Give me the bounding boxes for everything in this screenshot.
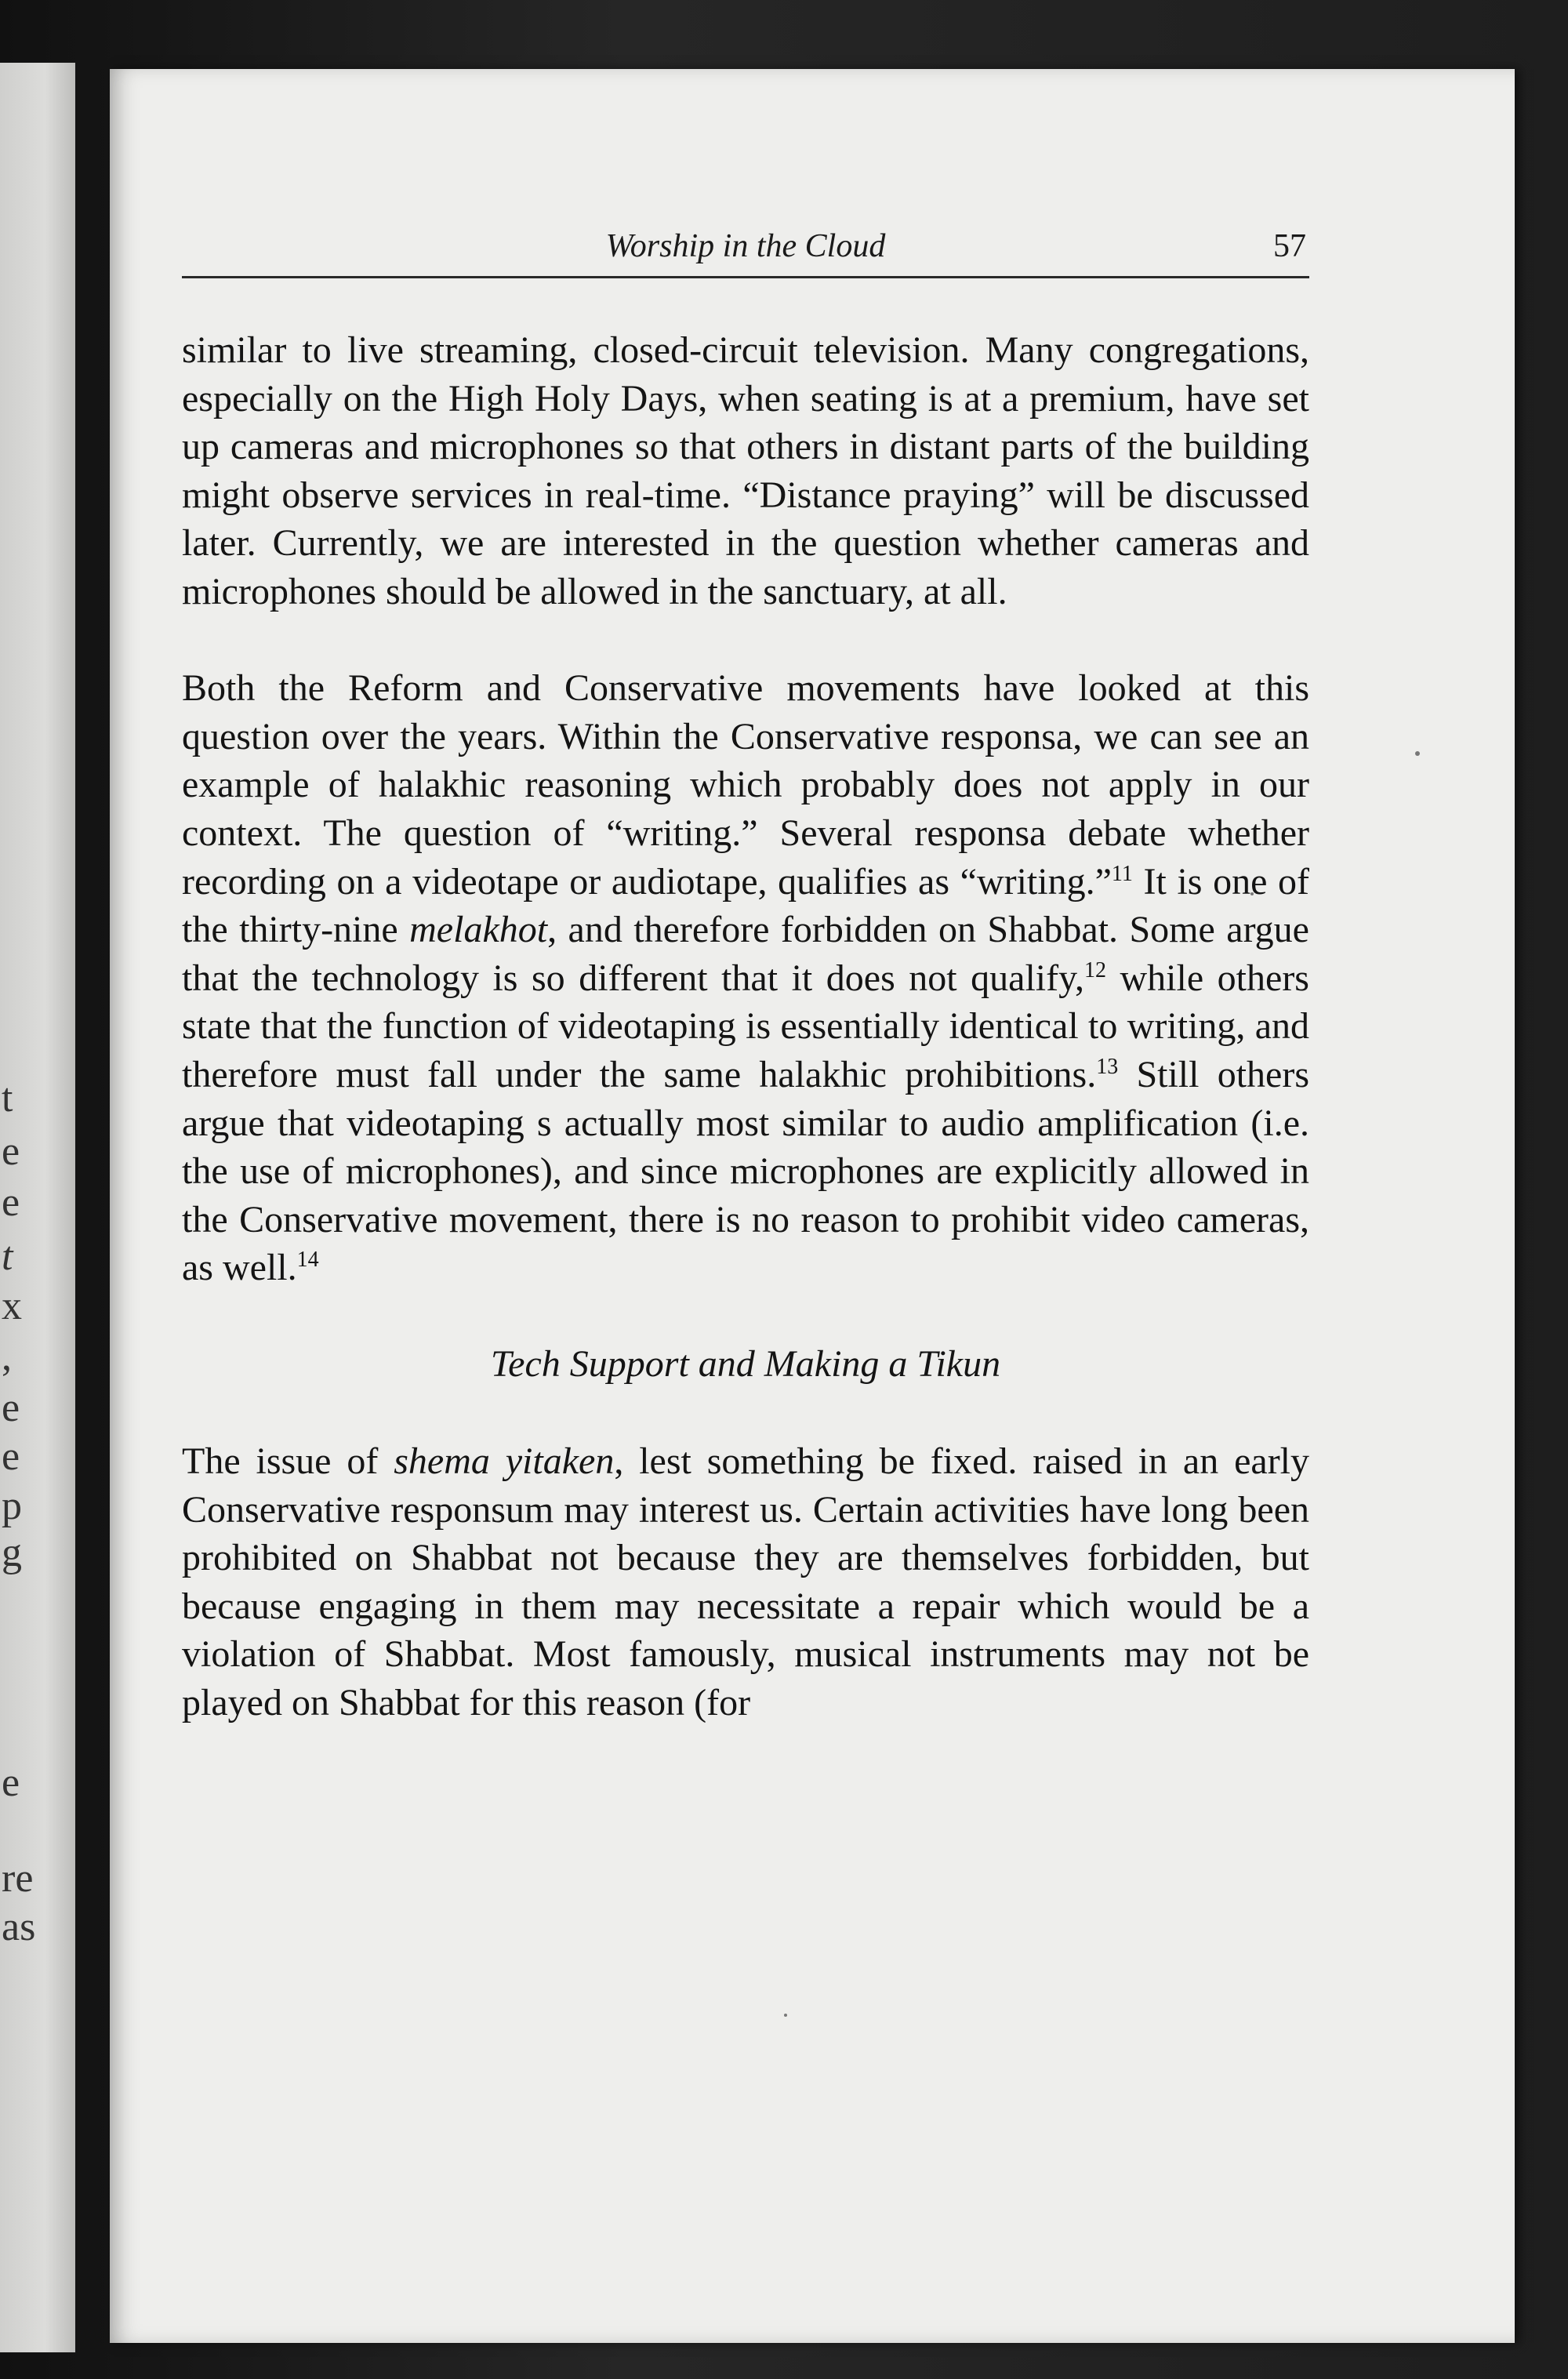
facing-page-fragment: p	[2, 1484, 22, 1528]
page-number: 57	[1273, 228, 1306, 264]
paper-speck	[784, 2014, 787, 2017]
facing-page-fragment: e	[2, 1386, 20, 1430]
paragraph-3-text: The issue of	[182, 1440, 394, 1483]
facing-page-fragment: t	[2, 1234, 13, 1279]
footnote-ref-14: 14	[296, 1248, 319, 1273]
running-title: Worship in the Cloud	[605, 228, 886, 264]
term-shema-yitaken: shema yitaken	[394, 1440, 615, 1483]
book-page	[110, 69, 1515, 2343]
paragraph-1: similar to live streaming, closed-circuit television. Many congregations, especially on the High Holy Days, when seating is at a premium, have set up cameras and microphones so that others in distant parts of the building might observe services in real-time. “Distance praying” will be discussed later. Currently, we are interested in the question whether cameras and microphones should be allowed in the sanctuary, at all.	[182, 329, 1309, 612]
facing-page-fragment: x	[2, 1284, 22, 1328]
term-melakhot: melakhot	[409, 909, 548, 951]
paper-speck	[1415, 751, 1420, 756]
facing-page-fragment: e	[2, 1129, 20, 1174]
footnote-ref-12: 12	[1084, 957, 1106, 982]
paragraph-2	[182, 664, 1309, 1292]
facing-page-fragment: as	[2, 1905, 36, 1949]
footnote-ref-11: 11	[1111, 861, 1133, 886]
paragraph-3-text: , lest something be fixed. raised in an early Conservative responsum may interest us. Certain activities have long been prohibited on Shabbat not because they are themselves forbidden, but because engaging in them may necessitate a repair which would be a violation of Shabbat. Most famously, musical instruments may not be played on Shabbat for this reason (for	[182, 1440, 1310, 1724]
paragraph-2-text: Both the Reform and Conservative movements have looked at this question over the years. Within the Conservative responsa, we can see an example of halakhic reasoning which probably does not apply in our context. The question of “writing.” Several responsa debate whether recording on a videotape or audiotape, qualifies as “writing.”	[182, 667, 1309, 903]
paragraph-2-text: while others state that the function of videotaping is essentially identical to writing, and therefore must fall under the same halakhic prohibitions.	[182, 957, 1309, 1095]
facing-page-fragment: g	[2, 1531, 22, 1575]
facing-page-fragment: e	[2, 1434, 20, 1479]
facing-page-fragment: ,	[2, 1335, 12, 1379]
running-header	[182, 226, 1309, 278]
facing-page-fragment: re	[2, 1856, 34, 1901]
paragraph-2-text: Still others argue that videotaping s actually most similar to audio amplification (i.e. the use of microphones), and since microphones are explicitly allowed in the Conservative movement, there is no reason to prohibit video cameras, as well.	[182, 1053, 1310, 1289]
footnote-ref-13: 13	[1096, 1054, 1119, 1079]
facing-page-fragment: t	[2, 1076, 13, 1120]
facing-page-fragment: e	[2, 1180, 20, 1225]
paragraph-2-text: , and therefore forbidden on Shabbat. Some argue that the technology is so different that it does not qualify,	[182, 909, 1309, 999]
facing-page-edge	[0, 63, 75, 2352]
body-text	[182, 326, 1309, 1727]
paragraph-3	[182, 1437, 1309, 1727]
section-heading: Tech Support and Making a Tikun	[490, 1343, 1001, 1386]
facing-page-fragment: e	[2, 1760, 20, 1805]
paragraph-2-text: It is one of the thirty-nine	[182, 860, 1309, 951]
